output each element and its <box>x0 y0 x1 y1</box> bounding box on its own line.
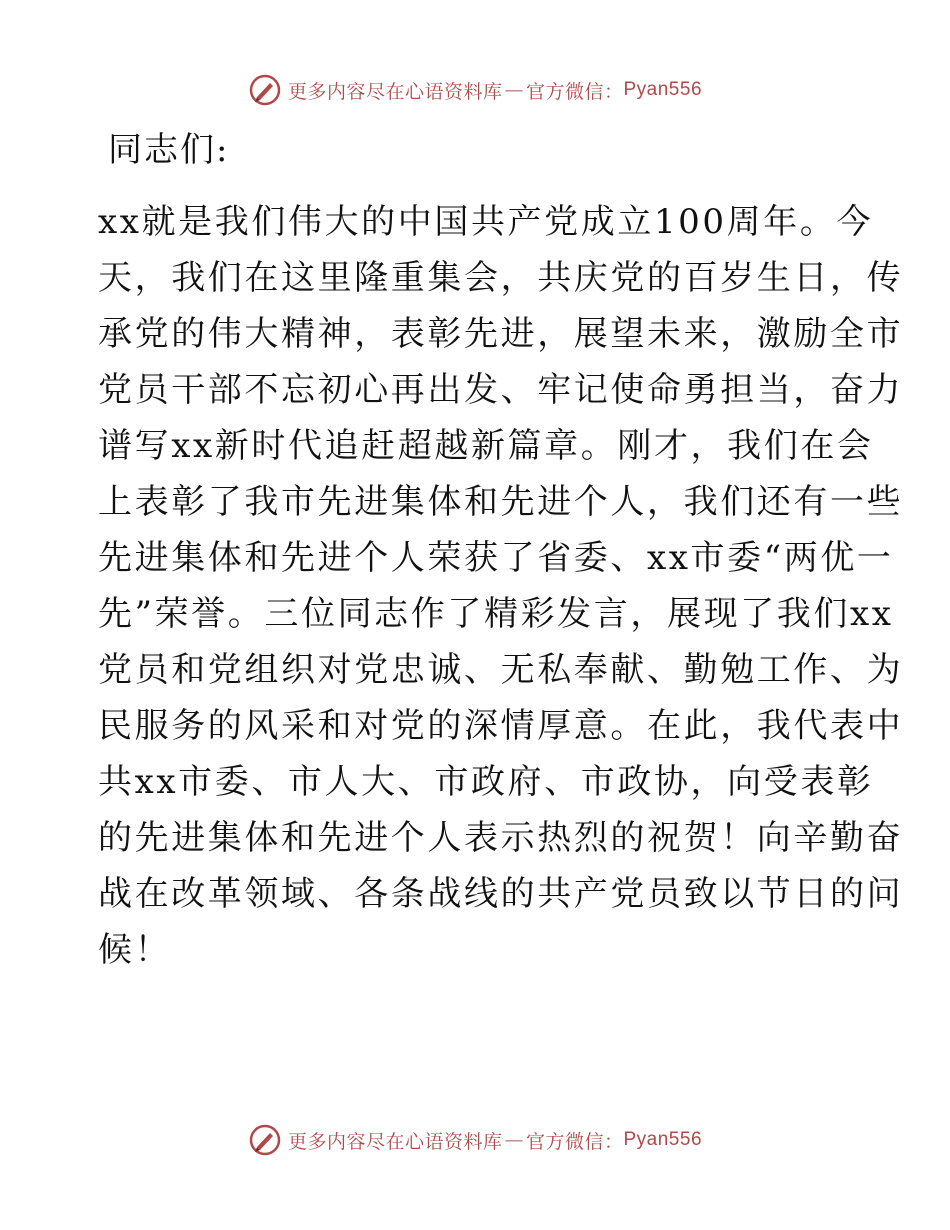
watermark-wechat-label: 官方微信： <box>525 80 624 103</box>
watermark-wechat-id: Pyan556 <box>623 1129 703 1150</box>
watermark-header <box>0 70 950 110</box>
watermark-separator: — <box>504 79 524 101</box>
watermark-wechat-id: Pyan556 <box>623 79 703 100</box>
watermark-site-text: 更多内容尽在心语资料库 <box>287 1130 503 1153</box>
watermark-wechat-label: 官方微信： <box>525 1130 624 1153</box>
paragraph-line: 候！ <box>98 930 172 970</box>
paragraph-line: 先”荣誉。三位同志作了精彩发言，展现了我们xx <box>98 594 894 634</box>
paragraph-line: 上表彰了我市先进集体和先进个人，我们还有一些 <box>98 482 904 522</box>
watermark-site-text: 更多内容尽在心语资料库 <box>287 80 503 103</box>
paragraph-line: 党员干部不忘初心再出发、牢记使命勇担当，奋力 <box>98 370 904 410</box>
paragraph-line: 民服务的风采和对党的深情厚意。在此，我代表中 <box>98 706 904 746</box>
pen-logo-icon <box>248 1123 282 1157</box>
paragraph-line: 天，我们在这里隆重集会，共庆党的百岁生日，传 <box>98 258 904 298</box>
salutation: 同志们: <box>108 130 230 170</box>
pen-logo-icon <box>248 73 282 107</box>
paragraph-line: 承党的伟大精神，表彰先进，展望未来，激励全市 <box>98 314 904 354</box>
paragraph-line: 党员和党组织对党忠诚、无私奉献、勤勉工作、为 <box>98 650 904 690</box>
paragraph-line: 先进集体和先进个人荣获了省委、xx市委“两优一 <box>98 538 894 578</box>
paragraph-line: 战在改革领域、各条战线的共产党员致以节日的问 <box>98 874 904 914</box>
paragraph-line: 谱写xx新时代追赶超越新篇章。刚才，我们在会 <box>98 426 874 466</box>
paragraph-line: 的先进集体和先进个人表示热烈的祝贺！向辛勤奋 <box>98 818 904 858</box>
paragraph-line: 共xx市委、市人大、市政府、市政协，向受表彰 <box>98 762 874 802</box>
body-paragraph <box>98 194 904 978</box>
watermark-separator: — <box>504 1129 524 1151</box>
watermark-footer <box>0 1120 950 1160</box>
paragraph-line: xx就是我们伟大的中国共产党成立100周年。今 <box>98 202 874 242</box>
